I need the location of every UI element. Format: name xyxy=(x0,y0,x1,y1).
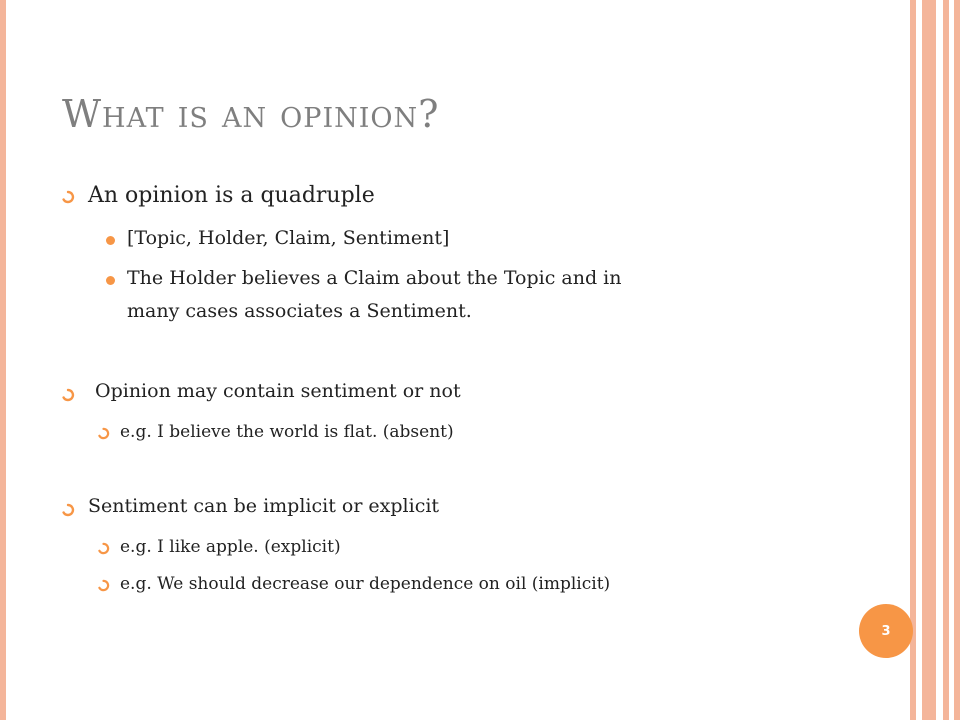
border-stripe xyxy=(954,0,960,720)
dot-bullet-icon xyxy=(106,236,115,245)
border-stripe xyxy=(943,0,949,720)
bullet-text-line2: many cases associates a Sentiment. xyxy=(127,300,472,322)
border-stripe xyxy=(922,0,936,720)
swirl-bullet-icon xyxy=(97,542,110,555)
slide-title: What is an opinion? xyxy=(62,92,440,136)
bullet-text: e.g. I believe the world is flat. (absent) xyxy=(120,422,454,442)
bullet-text-line1: The Holder believes a Claim about the Topic and in xyxy=(127,267,622,289)
bullet-text: Sentiment can be implicit or explicit xyxy=(88,495,440,517)
bullet-text: e.g. I like apple. (explicit) xyxy=(120,537,341,557)
swirl-bullet-icon xyxy=(97,579,110,592)
page-number: 3 xyxy=(881,623,891,639)
border-stripe xyxy=(910,0,916,720)
page-number-badge xyxy=(859,604,913,658)
swirl-bullet-icon xyxy=(61,503,75,517)
dot-bullet-icon xyxy=(106,276,115,285)
swirl-bullet-icon xyxy=(61,190,75,204)
bullet-text: Opinion may contain sentiment or not xyxy=(95,380,461,402)
left-border xyxy=(0,0,6,720)
swirl-bullet-icon xyxy=(61,388,75,402)
swirl-bullet-icon xyxy=(97,427,110,440)
bullet-text: An opinion is a quadruple xyxy=(88,183,375,208)
bullet-text: [Topic, Holder, Claim, Sentiment] xyxy=(127,227,450,249)
right-border xyxy=(910,0,960,720)
bullet-text: e.g. We should decrease our dependence on oil (implicit) xyxy=(120,574,611,594)
